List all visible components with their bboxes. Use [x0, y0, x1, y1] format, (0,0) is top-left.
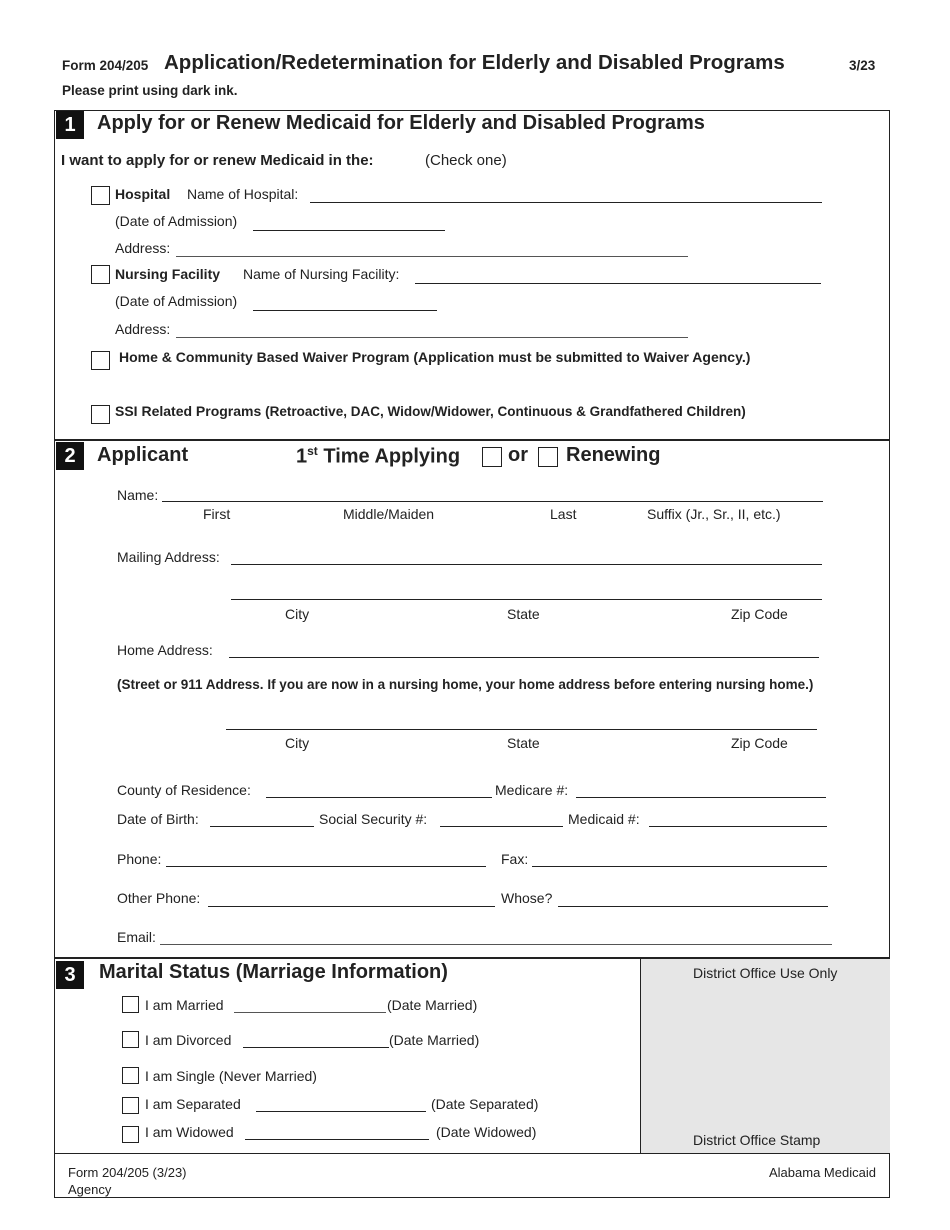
county-label: County of Residence:: [117, 782, 251, 798]
medicaid-label: Medicaid #:: [568, 811, 640, 827]
section-3-title: Marital Status (Marriage Information): [99, 961, 448, 983]
home-address-label: Home Address:: [117, 642, 213, 658]
first-time-checkbox[interactable]: [482, 447, 502, 467]
medicaid-field[interactable]: [649, 826, 827, 827]
phone-field[interactable]: [166, 866, 486, 867]
ssi-line: [115, 403, 746, 419]
hospital-name-field[interactable]: [310, 202, 822, 203]
mailing-address-field[interactable]: [231, 564, 822, 565]
footer-copy: Agency: [68, 1182, 112, 1197]
footer-divider: [54, 1153, 890, 1154]
nursing-facility-name-field[interactable]: [415, 283, 821, 284]
nursing-date-label: (Date of Admission): [115, 293, 238, 309]
hospital-address-field[interactable]: [176, 256, 688, 257]
mailing-state: State: [507, 606, 540, 622]
medicare-field[interactable]: [576, 797, 826, 798]
separated-checkbox[interactable]: [122, 1097, 139, 1114]
name-last: Last: [550, 506, 577, 522]
separated-label: I am Separated: [145, 1096, 241, 1112]
email-field[interactable]: [160, 944, 832, 945]
or-label: or: [508, 444, 528, 466]
widowed-label: I am Widowed: [145, 1124, 234, 1140]
single-checkbox[interactable]: [122, 1067, 139, 1084]
office-use-label: District Office Use Only: [693, 965, 838, 981]
section-2-number: 2: [56, 442, 84, 470]
form-title: Application/Redetermination for Elderly and Disabled Programs: [164, 51, 785, 74]
dob-field[interactable]: [210, 826, 314, 827]
hospital-date-label: (Date of Admission): [115, 213, 238, 229]
apply-prompt: I want to apply for or renew Medicaid in the:: [61, 152, 374, 169]
first-time-number: 1: [296, 445, 308, 468]
widowed-field[interactable]: [245, 1139, 429, 1140]
mailing-zip: Zip Code: [731, 606, 788, 622]
renewing-checkbox[interactable]: [538, 447, 558, 467]
form-code: Form 204/205: [62, 58, 149, 73]
dob-label: Date of Birth:: [117, 811, 199, 827]
divorced-field[interactable]: [243, 1047, 389, 1048]
footer-agency: Alabama Medicaid: [769, 1165, 876, 1180]
office-stamp-label: District Office Stamp: [693, 1132, 821, 1148]
married-checkbox[interactable]: [122, 996, 139, 1013]
ssn-field[interactable]: [440, 826, 563, 827]
ssi-checkbox[interactable]: [91, 405, 110, 424]
first-time-text: Time Applying: [317, 445, 461, 468]
hospital-date-field[interactable]: [253, 230, 445, 231]
whose-label: Whose?: [501, 890, 553, 906]
nursing-facility-label: Nursing Facility: [115, 266, 221, 282]
home-address-note: (Street or 911 Address. If you are now in a nursing home, your home address before entering nursing home.): [117, 677, 814, 692]
nursing-address-field[interactable]: [176, 337, 688, 338]
district-office-box: [640, 959, 890, 1154]
section-1-number: 1: [56, 111, 84, 139]
ink-instruction: Please print using dark ink.: [62, 83, 238, 98]
footer-form-rev: Form 204/205 (3/23): [68, 1165, 187, 1180]
hospital-address-label: Address:: [115, 240, 171, 256]
ssi-note: (Retroactive, DAC, Widow/Widower, Continuous & Grandfathered Children): [265, 404, 746, 419]
apply-prompt-note: (Check one): [425, 152, 507, 169]
renewing-label: Renewing: [566, 444, 661, 466]
home-zip: Zip Code: [731, 735, 788, 751]
name-middle: Middle/Maiden: [343, 506, 435, 522]
divorced-checkbox[interactable]: [122, 1031, 139, 1048]
hospital-checkbox[interactable]: [91, 186, 110, 205]
mailing-address-label: Mailing Address:: [117, 549, 220, 565]
widowed-date-label: (Date Widowed): [436, 1124, 537, 1140]
separated-date-label: (Date Separated): [431, 1096, 539, 1112]
married-label: I am Married: [145, 997, 224, 1013]
name-suffix: Suffix (Jr., Sr., II, etc.): [647, 506, 781, 522]
first-time-suffix: st: [307, 444, 318, 458]
hospital-label: Hospital: [115, 186, 171, 202]
home-city: City: [285, 735, 310, 751]
home-address-field[interactable]: [229, 657, 819, 658]
section-1-title: Apply for or Renew Medicaid for Elderly and Disabled Programs: [97, 112, 705, 134]
other-phone-label: Other Phone:: [117, 890, 201, 906]
divorced-label: I am Divorced: [145, 1032, 232, 1048]
widowed-checkbox[interactable]: [122, 1126, 139, 1143]
ssn-label: Social Security #:: [319, 811, 428, 827]
email-label: Email:: [117, 929, 156, 945]
nursing-date-field[interactable]: [253, 310, 437, 311]
section-divider: [54, 439, 890, 441]
waiver-checkbox[interactable]: [91, 351, 110, 370]
home-state: State: [507, 735, 540, 751]
separated-field[interactable]: [256, 1111, 426, 1112]
married-date-label: (Date Married): [387, 997, 478, 1013]
fax-label: Fax:: [501, 851, 529, 867]
divorced-date-label: (Date Married): [389, 1032, 480, 1048]
nursing-facility-checkbox[interactable]: [91, 265, 110, 284]
phone-label: Phone:: [117, 851, 162, 867]
mailing-city-field[interactable]: [231, 599, 822, 600]
name-label: Name:: [117, 487, 159, 503]
fax-field[interactable]: [532, 866, 827, 867]
hospital-name-label: Name of Hospital:: [187, 186, 299, 202]
married-field[interactable]: [234, 1012, 386, 1013]
ssi-label: SSI Related Programs: [115, 403, 262, 419]
name-field[interactable]: [162, 501, 823, 502]
waiver-label: Home & Community Based Waiver Program (Application must be submitted to Waiver Agency.): [119, 349, 751, 365]
name-first: First: [203, 506, 231, 522]
section-2-title: Applicant: [97, 444, 189, 466]
single-label: I am Single (Never Married): [145, 1068, 317, 1084]
whose-field[interactable]: [558, 906, 828, 907]
nursing-facility-name-label: Name of Nursing Facility:: [243, 266, 400, 282]
medicare-label: Medicare #:: [495, 782, 569, 798]
other-phone-field[interactable]: [208, 906, 495, 907]
mailing-city: City: [285, 606, 310, 622]
first-time-label: [296, 444, 460, 469]
form-revision: 3/23: [849, 58, 876, 73]
nursing-address-label: Address:: [115, 321, 171, 337]
section-3-number: 3: [56, 961, 84, 989]
county-field[interactable]: [266, 797, 492, 798]
home-city-field[interactable]: [226, 729, 817, 730]
